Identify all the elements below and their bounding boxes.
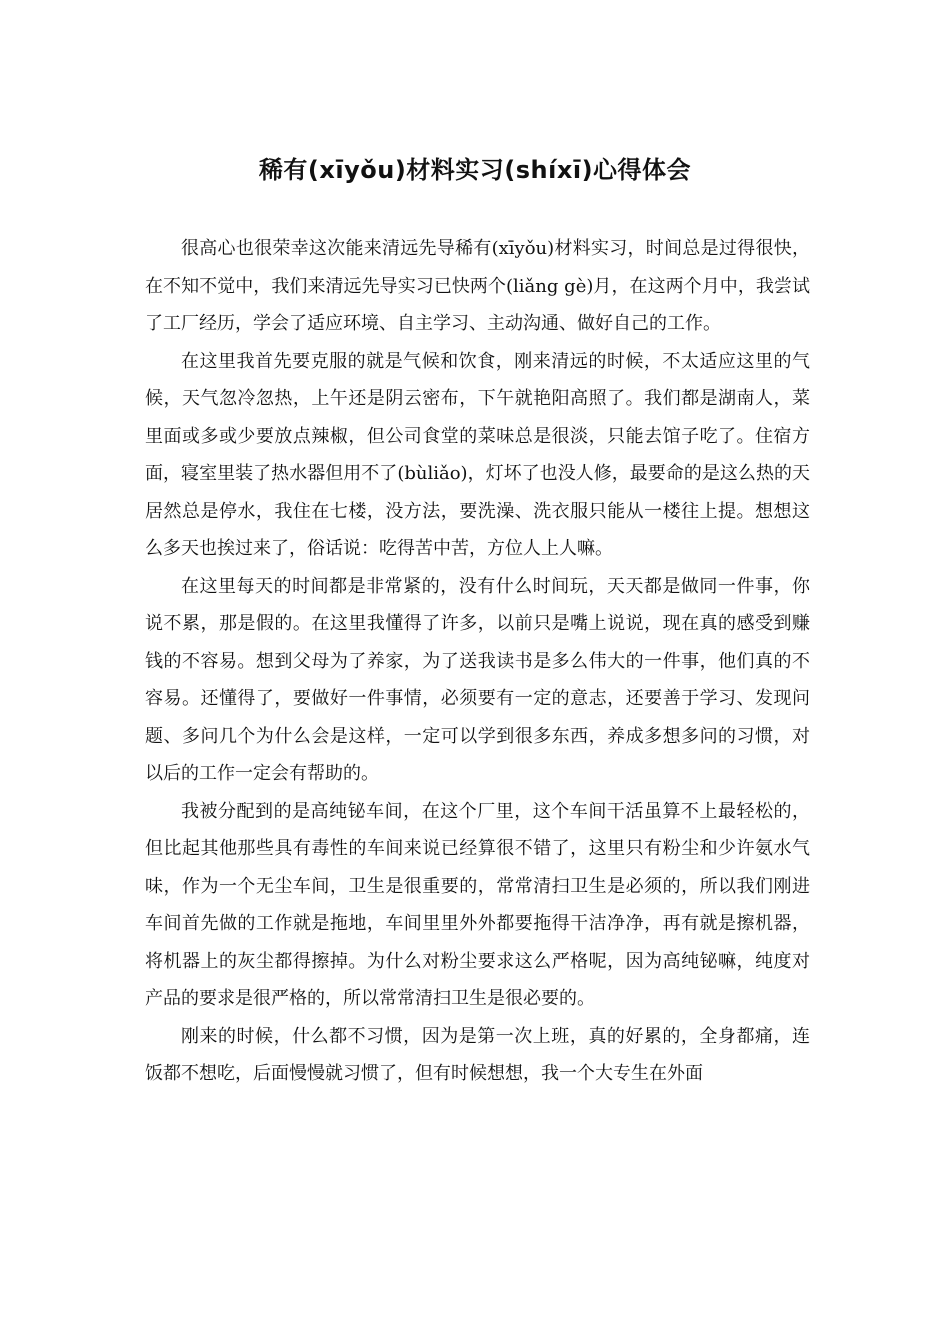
document-title: 稀有(xīyǒu)材料实习(shíxī)心得体会 — [258, 156, 692, 184]
paragraph-4: 我被分配到的是高纯铋车间，在这个厂里，这个车间干活虽算不上最轻松的，但比起其他那些具有毒性的车间来说已经算很不错了，这里只有粉尘和少许氨水气味，作为一个无尘车间，卫生是很重要的，常常清扫卫生是必须的，所以我们刚进车间首先做的工作就是拖地，车间里里外外都要拖得干洁净净，再有就是擦机器，将机器上的灰尘都得擦掉。为什么对粉尘要求这么严格呢，因为高纯铋嘛，纯度对产品的要求是很严格的，所以常常清扫卫生是很必要的。 — [145, 800, 810, 1009]
document-body — [145, 230, 810, 1093]
paragraph-1: 很高心也很荣幸这次能来清远先导稀有(xīyǒu)材料实习，时间总是过得很快，在不知不觉中，我们来清远先导实习已快两个(liǎng gè)月，在这两个月中，我尝试了工厂经历，学会了适应环境、自主学习、主动沟通、做好自己的工作。 — [145, 238, 810, 334]
paragraph-5: 刚来的时候，什么都不习惯，因为是第一次上班，真的好累的，全身都痛，连饭都不想吃，后面慢慢就习惯了，但有时候想想，我一个大专生在外面 — [145, 1025, 810, 1084]
paragraph-2: 在这里我首先要克服的就是气候和饮食，刚来清远的时候，不太适应这里的气候，天气忽冷忽热，上午还是阴云密布，下午就艳阳高照了。我们都是湖南人，菜里面或多或少要放点辣椒，但公司食堂的菜味总是很淡，只能去馆子吃了。住宿方面，寝室里装了热水器但用不了(bùliǎo)，灯坏了也没人修，最要命的是这么热的天居然总是停水，我住在七楼，没方法，要洗澡、洗衣服只能从一楼往上提。想想这么多天也挨过来了，俗话说：吃得苦中苦，方位人上人嘛。 — [145, 350, 810, 559]
paragraph-3: 在这里每天的时间都是非常紧的，没有什么时间玩，天天都是做同一件事，你说不累，那是假的。在这里我懂得了许多，以前只是嘴上说说，现在真的感受到赚钱的不容易。想到父母为了养家，为了送我读书是多么伟大的一件事，他们真的不容易。还懂得了，要做好一件事情，必须要有一定的意志，还要善于学习、发现问题、多问几个为什么会是这样，一定可以学到很多东西，养成多想多问的习惯，对以后的工作一定会有帮助的。 — [145, 575, 810, 784]
